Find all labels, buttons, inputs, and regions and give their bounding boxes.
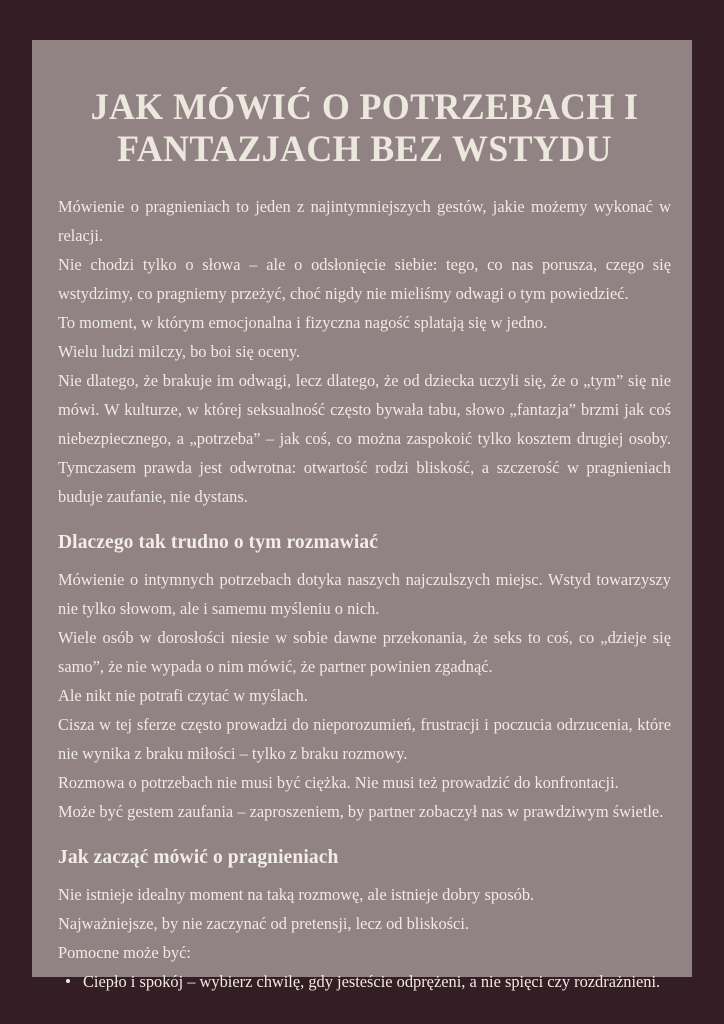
- intro-block: [58, 192, 671, 511]
- paragraph: Nie chodzi tylko o słowa – ale o odsłonięcie siebie: tego, co nas porusza, czego się wstydzimy, co pragniemy przeżyć, choć nigdy nie mieliśmy odwagi o tym powiedzieć.: [58, 254, 671, 303]
- bullet-list: [58, 967, 671, 996]
- list-item: [58, 967, 671, 996]
- section-heading: Dlaczego tak trudno o tym rozmawiać: [58, 531, 378, 553]
- list-item-label: Ciepło i spokój – wybierz chwilę, gdy jesteście odprężeni, a nie spięci czy rozdrażnieni.: [83, 971, 661, 991]
- paragraph: Ale nikt nie potrafi czytać w myślach.: [58, 685, 308, 705]
- section-jak-zaczac-mowic: [58, 843, 671, 996]
- paragraph: Wiele osób w dorosłości niesie w sobie dawne przekonania, że seks to coś, co „dzieje się samo”, że nie wypada o nim mówić, że partner powinien zgadnąć.: [58, 627, 671, 676]
- paragraph: Mówienie o pragnieniach to jeden z najintymniejszych gestów, jakie możemy wykonać w relacji.: [58, 196, 671, 245]
- paragraph: Cisza w tej sferze często prowadzi do nieporozumień, frustracji i poczucia odrzucenia, które nie wynika z braku miłości – tylko z braku rozmowy.: [58, 714, 671, 763]
- section-heading: Jak zacząć mówić o pragnieniach: [58, 846, 339, 868]
- page-title: JAK MÓWIĆ O POTRZEBACH I FANTAZJACH BEZ WSTYDU: [90, 87, 639, 170]
- paragraph: Pomocne może być:: [58, 942, 191, 962]
- document-panel: [32, 40, 692, 991]
- section-dlaczego-tak-trudno: [58, 528, 671, 826]
- paragraph: Nie istnieje idealny moment na taką rozmowę, ale istnieje dobry sposób.: [58, 884, 535, 904]
- paragraph: Najważniejsze, by nie zaczynać od pretensji, lecz od bliskości.: [58, 913, 469, 933]
- paragraph: Może być gestem zaufania – zaproszeniem, by partner zobaczył nas w prawdziwym świetle.: [58, 801, 664, 821]
- document-content: [32, 40, 692, 996]
- paragraph: To moment, w którym emocjonalna i fizyczna nagość splatają się w jedno.: [58, 312, 548, 332]
- paragraph: Wielu ludzi milczy, bo boi się oceny.: [58, 341, 301, 361]
- paragraph: Nie dlatego, że brakuje im odwagi, lecz dlatego, że od dziecka uczyli się, że o „tym” się nie mówi. W kulturze, w której seksualność często bywała tabu, słowo „fantazja” brzmi jak coś niebezpiecznego, a „potrzeba” – jak coś, co można zaspokoić tylko kosztem drugiej osoby. Tymczasem prawda jest odwrotna: otwartość rodzi bliskość, a szczerość w pragnieniach buduje zaufanie, nie dystans.: [58, 370, 671, 506]
- paragraph: Mówienie o intymnych potrzebach dotyka naszych najczulszych miejsc. Wstyd towarzyszy nie tylko słowom, ale i samemu myśleniu o nich.: [58, 569, 671, 618]
- bullet-dot-icon: [66, 979, 70, 983]
- paragraph: Rozmowa o potrzebach nie musi być ciężka. Nie musi też prowadzić do konfrontacji.: [58, 772, 619, 792]
